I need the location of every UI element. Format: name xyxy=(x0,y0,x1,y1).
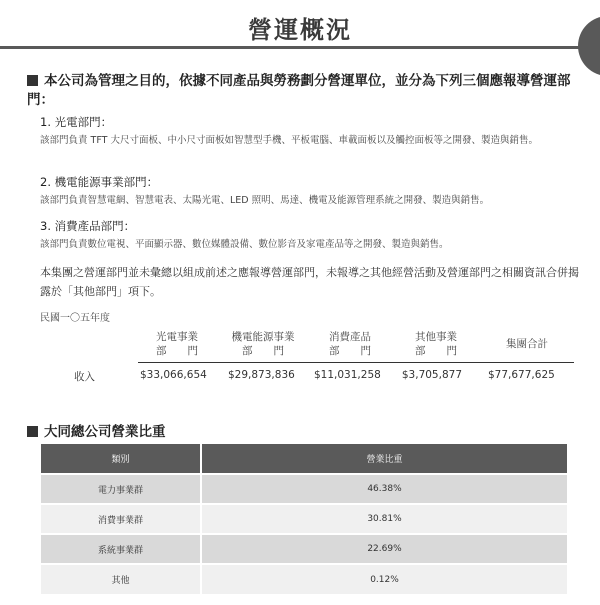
revenue-header-total: 集團合計 xyxy=(506,338,548,350)
bullet-square-icon xyxy=(27,426,38,437)
table-header-row xyxy=(41,444,567,474)
segment-title: 1. 光電部門： xyxy=(40,115,113,129)
category-cell: 消費事業群 xyxy=(41,504,201,534)
revenue-value-consumer: $11,031,258 xyxy=(314,369,381,381)
revenue-header-electromechanical: 機電能源事業 部 門 xyxy=(231,331,295,357)
revenue-value-electromechanical: $29,873,836 xyxy=(228,369,295,381)
share-cell: 30.81% xyxy=(201,504,567,534)
share-cell: 46.38% xyxy=(201,474,567,504)
table-row xyxy=(41,564,567,594)
revenue-value-optoelectronics: $33,066,654 xyxy=(140,369,207,381)
revenue-row-label: 收入 xyxy=(74,371,95,383)
segment-title: 3. 消費產品部門： xyxy=(40,219,136,233)
segment-description: 該部門負責智慧電網、智慧電表、太陽光電、LED 照明、馬達、機電及能源管理系統之開發、製造與銷售。 xyxy=(40,195,490,206)
category-cell: 系統事業群 xyxy=(41,534,201,564)
revenue-header-rule xyxy=(138,362,574,363)
intro-section xyxy=(27,72,575,110)
page-title: 營運概況 xyxy=(248,16,352,44)
revenue-header-other: 其他事業 部 門 xyxy=(415,331,457,357)
column-header-share: 營業比重 xyxy=(201,444,567,474)
segment-1 xyxy=(40,114,580,149)
business-share-table xyxy=(41,444,567,594)
table-row xyxy=(41,504,567,534)
intro-text: 本公司為管理之目的，依據不同產品與勞務劃分營運單位，並分為下列三個應報導營運部門： xyxy=(27,73,571,108)
title-divider xyxy=(0,46,600,49)
segment-title: 2. 機電能源事業部門： xyxy=(40,175,159,189)
revenue-value-total: $77,677,625 xyxy=(488,369,555,381)
table-row xyxy=(41,534,567,564)
segment-2 xyxy=(40,174,580,209)
bullet-square-icon xyxy=(27,75,38,86)
other-segments-note: 本集團之營運部門並未彙總以組成前述之應報導營運部門，未報導之其他經營活動及營運部門之相關資訊合併揭露於「其他部門」項下。 xyxy=(40,266,579,298)
table-row xyxy=(41,474,567,504)
fiscal-year-label: 民國一〇五年度 xyxy=(40,313,110,324)
segment-description: 該部門負責數位電視、平面顯示器、數位媒體設備、數位影音及家電產品等之開發、製造與銷售。 xyxy=(40,239,449,250)
revenue-header-consumer: 消費產品 部 門 xyxy=(329,331,371,357)
share-section-heading: 大同總公司營業比重 xyxy=(27,420,166,440)
revenue-header-optoelectronics: 光電事業 部 門 xyxy=(156,331,198,357)
segment-3 xyxy=(40,218,580,253)
column-header-category: 類別 xyxy=(41,444,201,474)
segment-description: 該部門負責 TFT 大尺寸面板、中小尺寸面板如智慧型手機、平板電腦、車載面板以及觸控面板等之開發、製造與銷售。 xyxy=(40,135,538,146)
category-cell: 電力事業群 xyxy=(41,474,201,504)
share-cell: 22.69% xyxy=(201,534,567,564)
share-cell: 0.12% xyxy=(201,564,567,594)
revenue-value-other: $3,705,877 xyxy=(401,369,462,381)
category-cell: 其他 xyxy=(41,564,201,594)
